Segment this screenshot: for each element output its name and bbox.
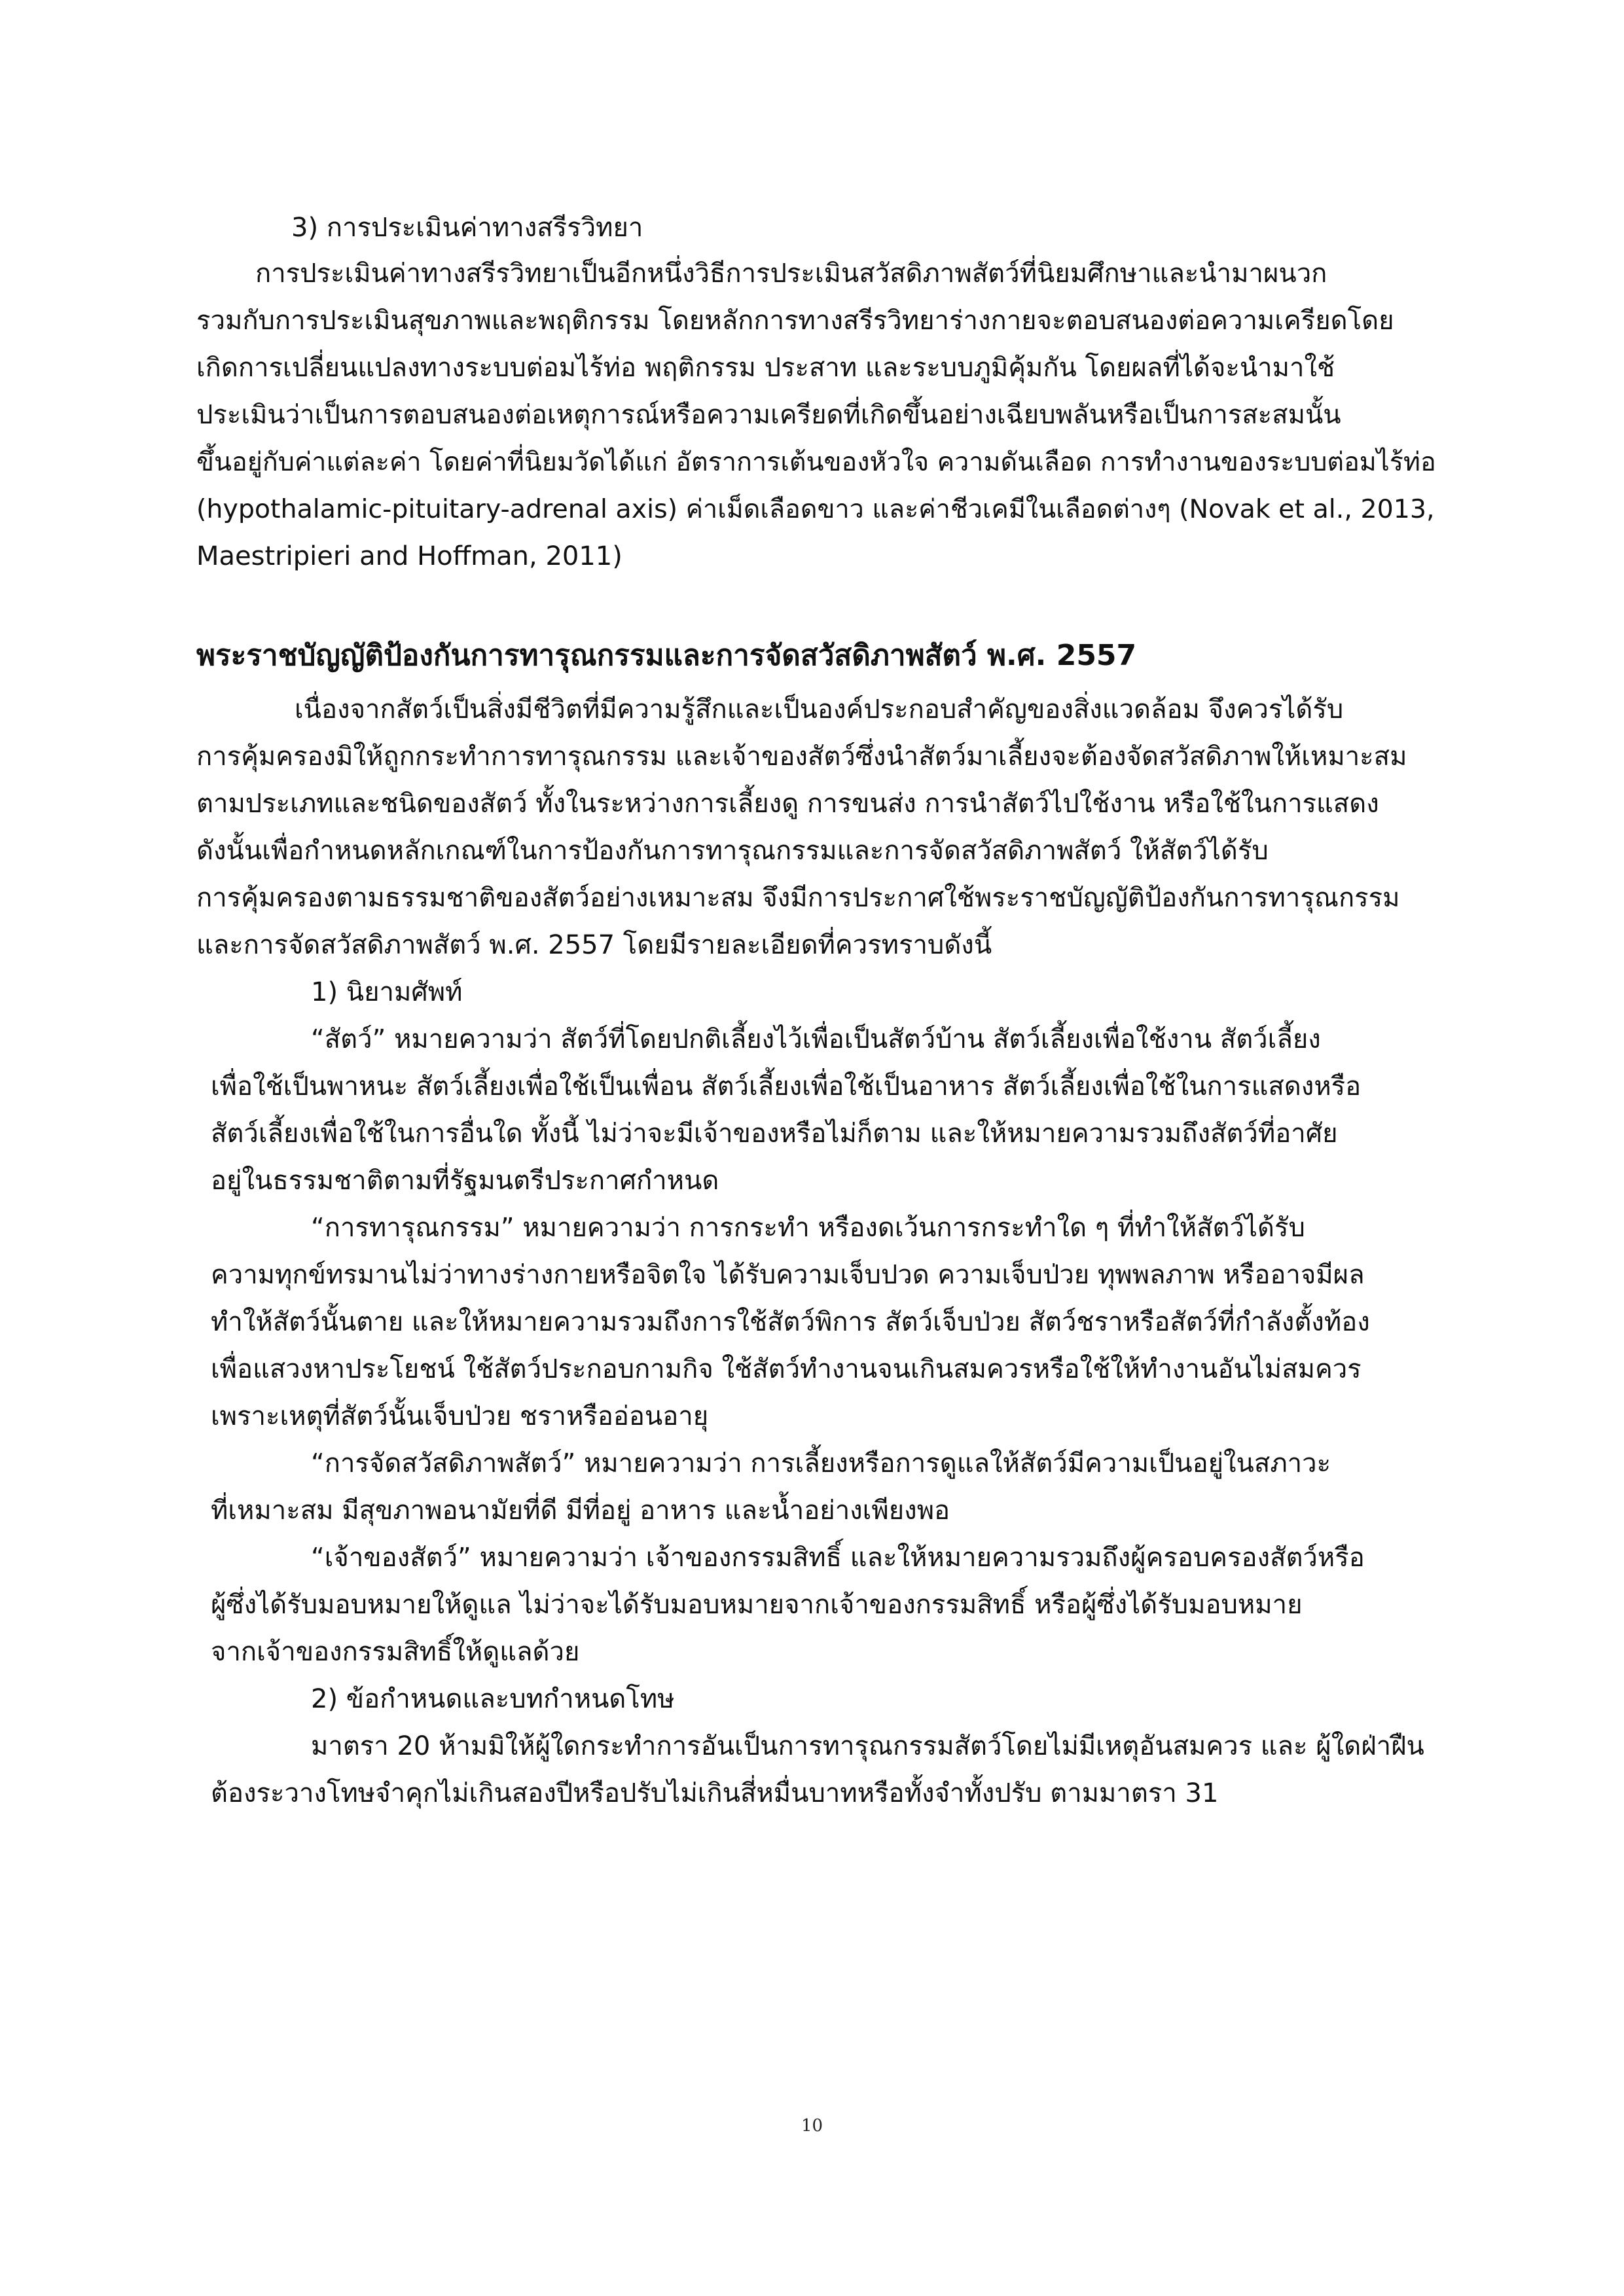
paragraph-line: ขึ้นอยู่กับค่าแต่ละค่า โดยค่าที่นิยมวัดได้แก่ อัตราการเต้นของหัวใจ ความดันเลือด การทำงานของระบบต่อมไร้ท่อ [196,447,1436,477]
paragraph-line: การคุ้มครองตามธรรมชาติของสัตว์อย่างเหมาะสม จึงมีการประกาศใช้พระราชบัญญัติป้องกันการทารุณกรรม [196,883,1400,913]
definition-cruelty-line: ความทุกข์ทรมานไม่ว่าทางร่างกายหรือจิตใจ ได้รับความเจ็บปวด ความเจ็บป่วย ทุพพลภาพ หรืออาจมีผล [211,1260,1365,1290]
definition-cruelty-line: เพราะเหตุที่สัตว์นั้นเจ็บป่วย ชราหรืออ่อนอายุ [211,1401,709,1431]
definition-animal-line: เพื่อใช้เป็นพาหนะ สัตว์เลี้ยงเพื่อใช้เป็นเพื่อน สัตว์เลี้ยงเพื่อใช้เป็นอาหาร สัตว์เลี้ยงเพื่อใช้ในการแสดงหรือ [211,1071,1362,1102]
paragraph-line: เกิดการเปลี่ยนแปลงทางระบบต่อมไร้ท่อ พฤติกรรม ประสาท และระบบภูมิคุ้มกัน โดยผลที่ได้จะนำมาใช้ [196,353,1335,383]
section-heading-act: พระราชบัญญัติป้องกันการทารุณกรรมและการจัดสวัสดิภาพสัตว์ พ.ศ. 2557 [196,639,1137,672]
definition-owner-line: “เจ้าของสัตว์” หมายความว่า เจ้าของกรรมสิทธิ์ และให้หมายความรวมถึงผู้ครอบครองสัตว์หรือ [311,1543,1365,1573]
paragraph-line: รวมกับการประเมินสุขภาพและพฤติกรรม โดยหลักการทางสรีรวิทยาร่างกายจะตอบสนองต่อความเครียดโดย [196,306,1394,336]
paragraph-line: เนื่องจากสัตว์เป็นสิ่งมีชีวิตที่มีความรู้สึกและเป็นองค์ประกอบสำคัญของสิ่งแวดล้อม จึงควรได้รับ [295,694,1344,725]
paragraph-line: ประเมินว่าเป็นการตอบสนองต่อเหตุการณ์หรือความเครียดที่เกิดขึ้นอย่างเฉียบพลันหรือเป็นการสะสมนั้น [196,400,1341,430]
definition-owner-line: ผู้ซึ่งได้รับมอบหมายให้ดูแล ไม่ว่าจะได้รับมอบหมายจากเจ้าของกรรมสิทธิ์ หรือผู้ซึ่งได้รับมอบหมาย [211,1590,1303,1620]
subheading-penalties: 2) ข้อกำหนดและบทกำหนดโทษ [311,1684,675,1714]
definition-animal-line: “สัตว์” หมายความว่า สัตว์ที่โดยปกติเลี้ยงไว้เพื่อเป็นสัตว์บ้าน สัตว์เลี้ยงเพื่อใช้งาน สัตว์เลี้ยง [311,1024,1321,1054]
definition-cruelty-line: “การทารุณกรรม” หมายความว่า การกระทำ หรืองดเว้นการกระทำใด ๆ ที่ทำให้สัตว์ได้รับ [311,1213,1305,1243]
definition-animal-line: อยู่ในธรรมชาติตามที่รัฐมนตรีประกาศกำหนด [211,1166,719,1196]
paragraph-line: การประเมินค่าทางสรีรวิทยาเป็นอีกหนึ่งวิธีการประเมินสวัสดิภาพสัตว์ที่นิยมศึกษาและนำมาผนวก [255,259,1327,289]
definition-owner-line: จากเจ้าของกรรมสิทธิ์ให้ดูแลด้วย [211,1637,580,1667]
penalty-line: มาตรา 20 ห้ามมิให้ผู้ใดกระทำการอันเป็นการทารุณกรรมสัตว์โดยไม่มีเหตุอันสมควร และ ผู้ใดฝ่าฝืน [311,1731,1424,1761]
definition-welfare-line: “การจัดสวัสดิภาพสัตว์” หมายความว่า การเลี้ยงหรือการดูแลให้สัตว์มีความเป็นอยู่ในสภาวะ [311,1448,1331,1479]
paragraph-line: การคุ้มครองมิให้ถูกกระทำการทารุณกรรม และเจ้าของสัตว์ซึ่งนำสัตว์มาเลี้ยงจะต้องจัดสวัสดิภาพให้เหมาะสม [196,742,1407,772]
definition-cruelty-line: เพื่อแสวงหาประโยชน์ ใช้สัตว์ประกอบกามกิจ ใช้สัตว์ทำงานจนเกินสมควรหรือใช้ให้ทำงานอันไม่สมควร [211,1354,1362,1384]
paragraph-line: (hypothalamic-pituitary-adrenal axis) ค่าเม็ดเลือดขาว และค่าชีวเคมีในเลือดต่างๆ (Novak et al., 2013, [196,494,1435,524]
subheading-definitions: 1) นิยามศัพท์ [311,977,463,1007]
page-number: 10 [801,2116,823,2136]
definition-cruelty-line: ทำให้สัตว์นั้นตาย และให้หมายความรวมถึงการใช้สัตว์พิการ สัตว์เจ็บป่วย สัตว์ชราหรือสัตว์ที่กำลังตั้งท้อง [211,1307,1370,1337]
subheading-physiology: 3) การประเมินค่าทางสรีรวิทยา [291,213,643,243]
definition-animal-line: สัตว์เลี้ยงเพื่อใช้ในการอื่นใด ทั้งนี้ ไม่ว่าจะมีเจ้าของหรือไม่ก็ตาม และให้หมายความรวมถึงสัตว์ที่อาศัย [211,1119,1338,1149]
paragraph-line: ตามประเภทและชนิดของสัตว์ ทั้งในระหว่างการเลี้ยงดู การขนส่ง การนำสัตว์ไปใช้งาน หรือใช้ในการแสดง [196,789,1379,819]
paragraph-line: ดังนั้นเพื่อกำหนดหลักเกณฑ์ในการป้องกันการทารุณกรรมและการจัดสวัสดิภาพสัตว์ ให้สัตว์ได้รับ [196,836,1269,866]
paragraph-line: และการจัดสวัสดิภาพสัตว์ พ.ศ. 2557 โดยมีรายละเอียดที่ควรทราบดังนี้ [196,930,992,960]
definition-welfare-line: ที่เหมาะสม มีสุขภาพอนามัยที่ดี มีที่อยู่ อาหาร และน้ำอย่างเพียงพอ [211,1496,950,1526]
paragraph-line: Maestripieri and Hoffman, 2011) [196,541,623,571]
penalty-line: ต้องระวางโทษจำคุกไม่เกินสองปีหรือปรับไม่เกินสี่หมื่นบาทหรือทั้งจำทั้งปรับ ตามมาตรา 31 [211,1778,1219,1808]
